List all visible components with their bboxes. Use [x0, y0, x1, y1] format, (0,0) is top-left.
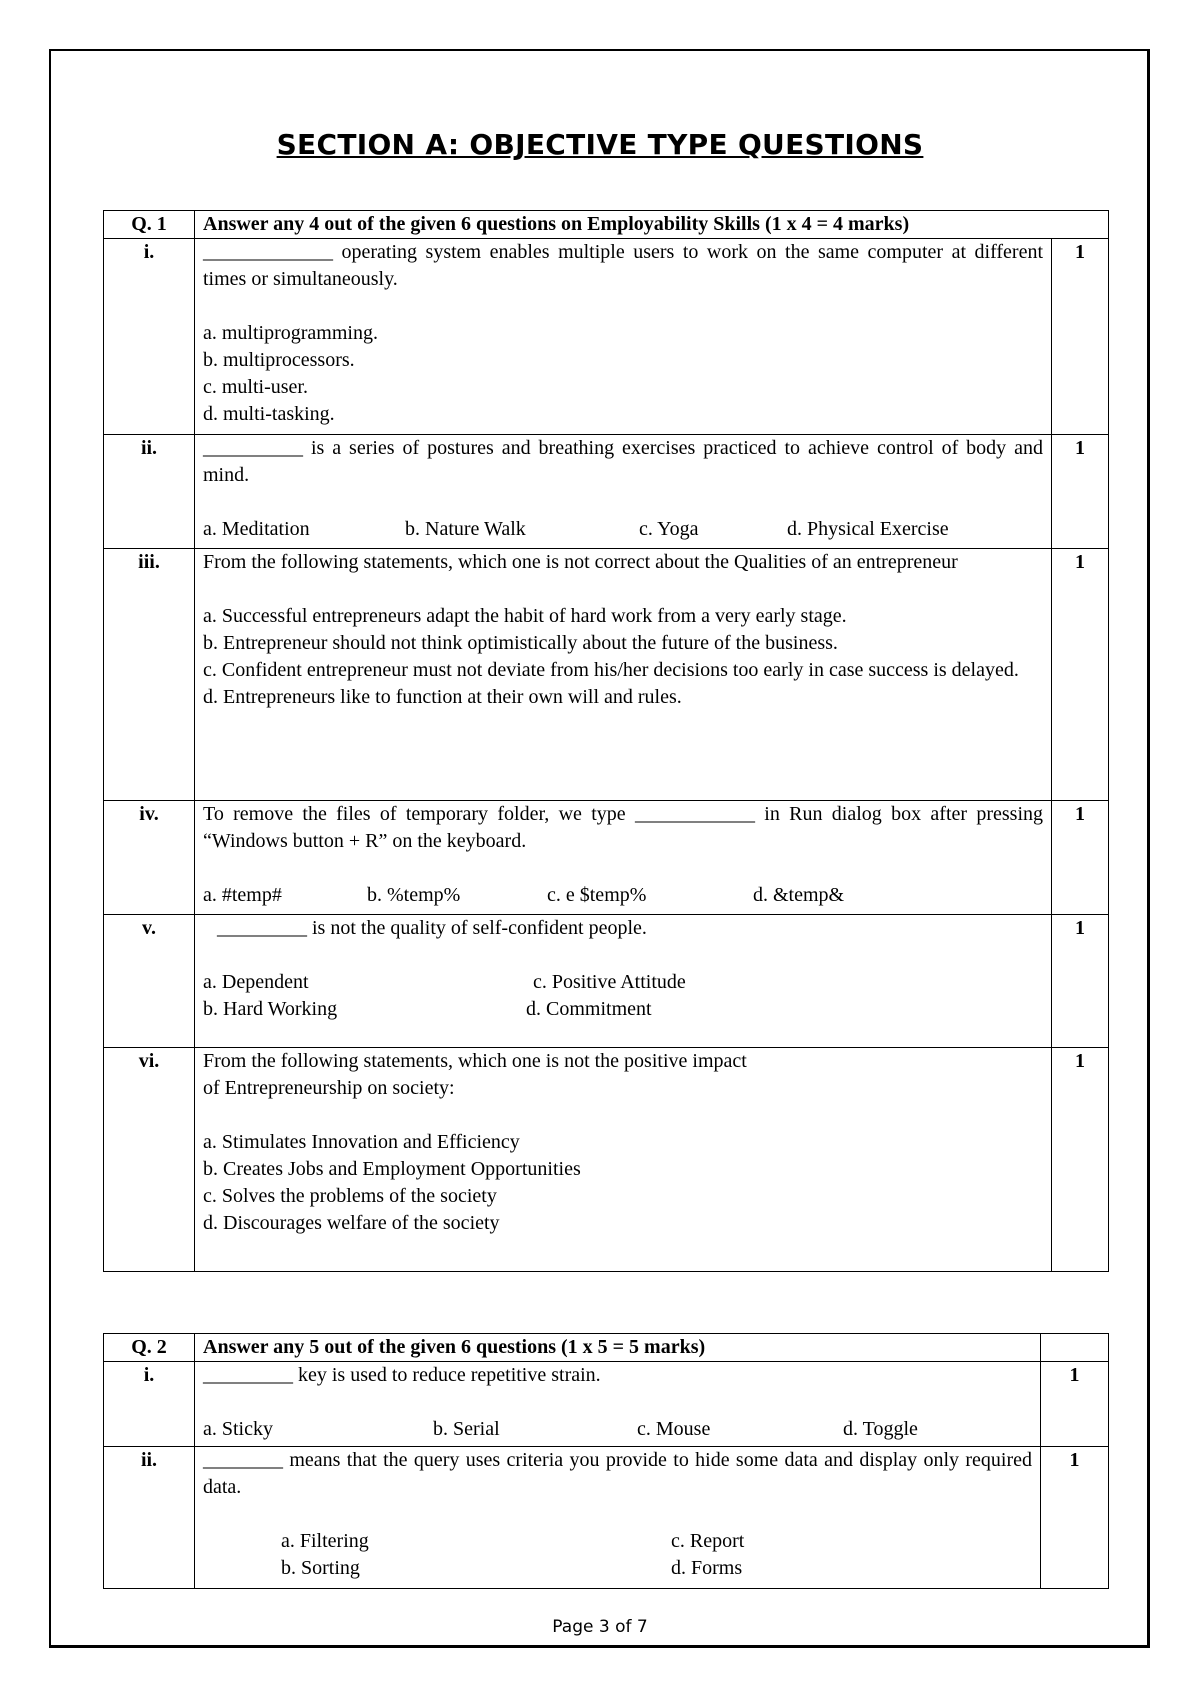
option: b. Nature Walk: [405, 518, 526, 540]
option-row: [203, 882, 1043, 909]
q1-number: Q. 1: [104, 211, 195, 239]
question-row: [104, 801, 1109, 915]
question-number: i.: [104, 1362, 195, 1447]
option-row: [281, 1555, 1032, 1582]
option: c. e $temp%: [547, 884, 647, 906]
question-body: [195, 915, 1052, 1048]
page-number: Page 3 of 7: [552, 1617, 648, 1637]
option: d. multi-tasking.: [203, 403, 335, 425]
option-row: [203, 1416, 1032, 1443]
option: c. Report: [671, 1530, 745, 1552]
question-row: [104, 549, 1109, 801]
question-row: [104, 1048, 1109, 1272]
option: c. Mouse: [637, 1418, 711, 1440]
option: d. &temp&: [753, 884, 845, 906]
option: c. Solves the problems of the society: [203, 1185, 497, 1207]
question-body: [195, 1447, 1041, 1589]
question-stem-continued: of Entrepreneurship on society:: [203, 1077, 455, 1099]
option: a. multiprogramming.: [203, 322, 378, 344]
question-stem: From the following statements, which one is not the positive impact: [203, 1050, 747, 1072]
question-stem: ________ means that the query uses criteria you provide to hide some data and display only required data.: [203, 1449, 1032, 1498]
section-title: SECTION A: OBJECTIVE TYPE QUESTIONS: [276, 128, 924, 161]
question-row: [104, 239, 1109, 435]
option: d. Physical Exercise: [787, 518, 949, 540]
option: b. Sorting: [281, 1557, 360, 1579]
question-body: [195, 1048, 1052, 1272]
question-row: [104, 435, 1109, 549]
option: d. Commitment: [526, 998, 652, 1020]
question-stem: _________ is not the quality of self-confident people.: [217, 917, 647, 939]
question-number: i.: [104, 239, 195, 435]
option: b. Serial: [433, 1418, 500, 1440]
question-row: [104, 1362, 1109, 1447]
q2-table: [103, 1333, 1109, 1589]
question-body: [195, 435, 1052, 549]
option: b. Creates Jobs and Employment Opportunities: [203, 1158, 581, 1180]
q2-instruction: Answer any 5 out of the given 6 questions (1 x 5 = 5 marks): [195, 1334, 1041, 1362]
option: d. Discourages welfare of the society: [203, 1212, 500, 1234]
option: a. #temp#: [203, 884, 282, 906]
question-mark: 1: [1052, 549, 1109, 801]
question-mark: 1: [1052, 435, 1109, 549]
option: c. Positive Attitude: [533, 971, 686, 993]
option: c. Confident entrepreneur must not deviate from his/her decisions too early in case success is delayed.: [203, 659, 1019, 681]
question-number: iii.: [104, 549, 195, 801]
question-number: ii.: [104, 1447, 195, 1589]
q1-table: [103, 210, 1109, 1272]
q2-number: Q. 2: [104, 1334, 195, 1362]
option: d. Toggle: [843, 1418, 918, 1440]
question-mark: 1: [1041, 1362, 1109, 1447]
question-mark: 1: [1052, 915, 1109, 1048]
question-mark: 1: [1052, 239, 1109, 435]
question-number: ii.: [104, 435, 195, 549]
question-row: [104, 915, 1109, 1048]
option: a. Dependent: [203, 971, 309, 993]
question-body: [195, 801, 1052, 915]
question-mark: 1: [1052, 1048, 1109, 1272]
question-stem: _________ key is used to reduce repetitive strain.: [203, 1364, 601, 1386]
question-number: vi.: [104, 1048, 195, 1272]
option: a. Successful entrepreneurs adapt the habit of hard work from a very early stage.: [203, 605, 847, 627]
option: a. Stimulates Innovation and Efficiency: [203, 1131, 520, 1153]
option: c. multi-user.: [203, 376, 308, 398]
option: c. Yoga: [639, 518, 699, 540]
option: b. multiprocessors.: [203, 349, 355, 371]
question-stem: __________ is a series of postures and breathing exercises practiced to achieve control of body and mind.: [203, 437, 1043, 486]
option: d. Forms: [671, 1557, 743, 1579]
question-stem: _____________ operating system enables multiple users to work on the same computer at different times or simultaneously.: [203, 241, 1043, 290]
option: d. Entrepreneurs like to function at their own will and rules.: [203, 686, 682, 708]
option-row: [281, 1528, 1032, 1555]
option: b. %temp%: [367, 884, 461, 906]
option: a. Meditation: [203, 518, 310, 540]
question-stem: From the following statements, which one is not correct about the Qualities of an entrepreneur: [203, 551, 958, 573]
question-number: iv.: [104, 801, 195, 915]
option: b. Entrepreneur should not think optimistically about the future of the business.: [203, 632, 838, 654]
q1-header-row: [104, 211, 1109, 239]
question-row: [104, 1447, 1109, 1589]
question-mark: 1: [1052, 801, 1109, 915]
question-body: [195, 1362, 1041, 1447]
q2-mark-header: [1041, 1334, 1109, 1362]
option-row: [203, 996, 1043, 1023]
question-number: v.: [104, 915, 195, 1048]
option: a. Filtering: [281, 1530, 369, 1552]
question-body: [195, 239, 1052, 435]
q1-instruction: Answer any 4 out of the given 6 questions on Employability Skills (1 x 4 = 4 marks): [195, 211, 1109, 239]
option: b. Hard Working: [203, 998, 338, 1020]
option-row: [203, 516, 1043, 543]
question-body: [195, 549, 1052, 801]
option-row: [203, 969, 1043, 996]
option: a. Sticky: [203, 1418, 273, 1440]
q2-header-row: [104, 1334, 1109, 1362]
question-stem: To remove the files of temporary folder, we type ____________ in Run dialog box after pressing “Windows button + R” on the keyboard.: [203, 803, 1043, 852]
question-mark: 1: [1041, 1447, 1109, 1589]
